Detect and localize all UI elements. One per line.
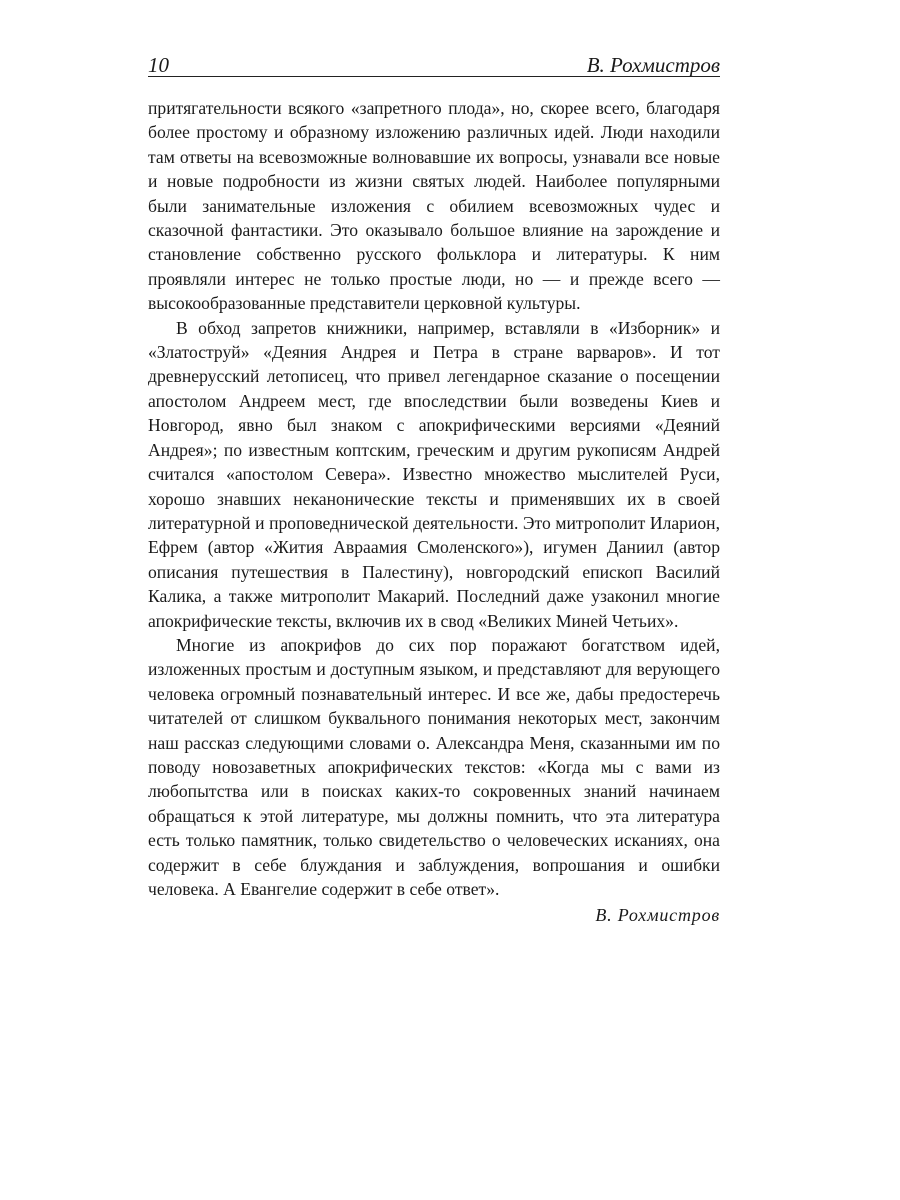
running-head	[148, 50, 720, 76]
page-number: 10	[148, 53, 169, 77]
header-rule	[148, 76, 720, 77]
paragraph: Многие из апокрифов до сих пор поражают богатством идей, изложенных простым и доступным языком, и представляют для верующего человека огромный познавательный интерес. И все же, дабы предостеречь читателей от слишком буквального понимания некоторых мест, закончим наш рассказ следующими словами о. Александра Меня, сказанными им по поводу новозаветных апокрифических текстов: «Когда мы с вами из любопытства или в поисках каких-то сокровенных знаний начинаем обращаться к этой литературе, мы должны помнить, что эта литература есть только памятник, только свидетельство о человеческих исканиях, она содержит в себе блуждания и заблуждения, вопрошания и ошибки человека. А Евангелие содержит в себе ответ».	[148, 634, 720, 899]
paragraph-continued: притягательности всякого «запретного плода», но, скорее всего, благодаря более простому и образному изложению различных идей. Люди находили там ответы на всевозможные волновавшие их вопросы, узнавали все новые и новые подробности из жизни святых людей. Наиболее популярными были занимательные изложения с обилием всевозможных чудес и сказочной фантастики. Это оказывало большое влияние на зарождение и становление собственно русского фольклора и литературы. К ним проявляли интерес не только простые люди, но — и прежде всего — высокообразованные представители церковной культуры.	[148, 98, 720, 314]
running-head-author: В. Рохмистров	[586, 53, 720, 77]
body-text	[148, 96, 720, 928]
author-signature: В. Рохмистров	[595, 905, 720, 926]
paragraph: В обход запретов книжники, например, вставляли в «Изборник» и «Златоструй» «Деяния Андрея и Петра в стране варваров». И тот древнерусский летописец, что привел легендарное сказание о посещении апостолом Андреем мест, где впоследствии были возведены Киев и Новгород, явно был знаком с апокрифическими версиями «Деяний Андрея»; по известным коптским, греческим и другим рукописям Андрей считался «апостолом Севера». Известно множество мыслителей Руси, хорошо знавших неканонические тексты и применявших их в своей литературной и проповеднической деятельности. Это митрополит Иларион, Ефрем (автор «Жития Авраамия Смоленского»), игумен Даниил (автор описания путешествия в Палестину), новгородский епископ Василий Калика, а также митрополит Макарий. Последний даже узаконил многие апокрифические тексты, включив их в свод «Великих Миней Четьих».	[148, 317, 720, 631]
